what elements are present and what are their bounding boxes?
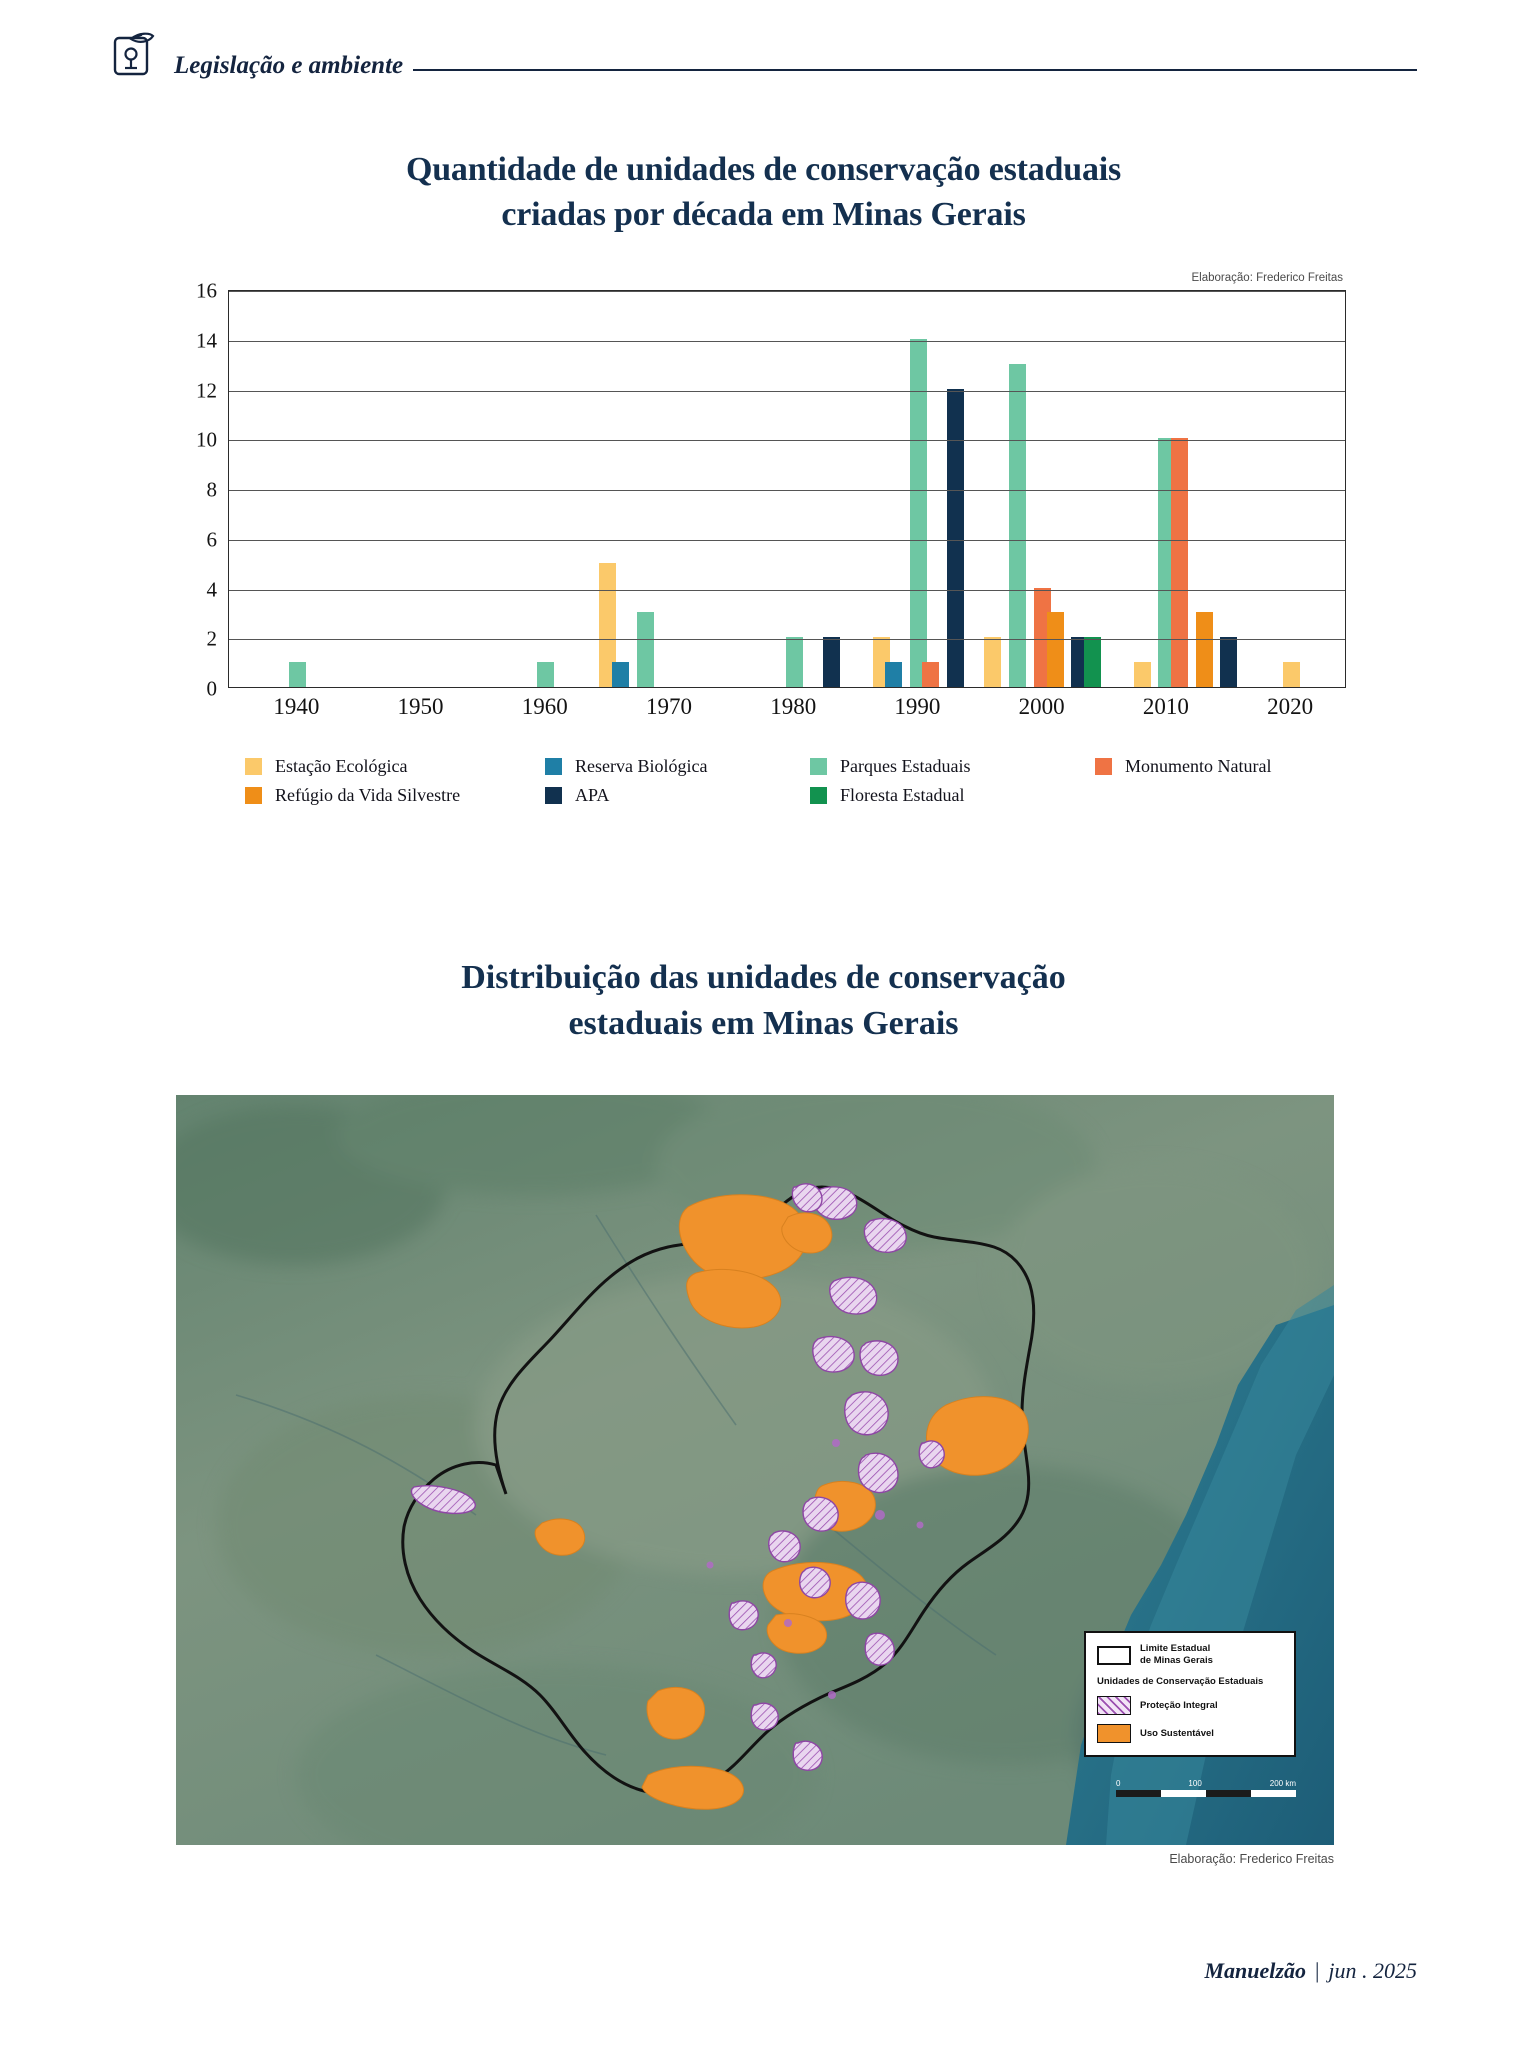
footer-publication: Manuelzão xyxy=(1204,1958,1306,1983)
chart-bar xyxy=(1283,662,1300,687)
chart-gridline xyxy=(229,590,1345,591)
chart-gridline xyxy=(229,391,1345,392)
map-legend-boundary xyxy=(1097,1643,1283,1667)
chart-gridline xyxy=(229,540,1345,541)
map-legend-item-uso-sustentavel xyxy=(1097,1724,1283,1743)
page-title: Legislação e ambiente xyxy=(174,52,404,79)
chart-bar xyxy=(537,662,554,687)
map-scalebar xyxy=(1116,1779,1296,1797)
legend-label: Estação Ecológica xyxy=(275,756,408,776)
chart-gridline xyxy=(229,440,1345,441)
chart-x-tick: 2000 xyxy=(1018,694,1065,719)
legend-swatch xyxy=(810,787,827,804)
chart-y-tick: 8 xyxy=(206,477,217,502)
chart-x-tick: 1990 xyxy=(894,694,941,719)
chart-bar xyxy=(1084,637,1101,687)
chart-legend-item xyxy=(545,785,810,806)
footer-separator: | xyxy=(1314,1958,1320,1983)
chart-y-tick: 4 xyxy=(206,577,217,601)
legend-label: Monumento Natural xyxy=(1125,756,1272,776)
map-title xyxy=(0,955,1527,1046)
map-credit: Elaboração: Frederico Freitas xyxy=(1169,1852,1334,1866)
chart-x-axis xyxy=(228,694,1346,726)
page-footer xyxy=(1204,1958,1417,1984)
legend-swatch xyxy=(545,787,562,804)
chart-y-tick: 16 xyxy=(196,278,217,303)
chart-legend xyxy=(245,752,1355,810)
chart-legend-item xyxy=(810,756,1095,777)
chart-title-line2: criadas por década em Minas Gerais xyxy=(501,195,1026,233)
chart-bar xyxy=(1171,438,1188,687)
chart-legend-item xyxy=(545,756,810,777)
boundary-swatch xyxy=(1097,1646,1131,1665)
map-title-line1: Distribuição das unidades de conservação xyxy=(461,959,1066,996)
chart-y-tick: 12 xyxy=(196,378,217,402)
chart-y-tick: 14 xyxy=(196,328,217,353)
leaf-seal-icon xyxy=(112,30,156,78)
chart-gridline xyxy=(229,291,1345,292)
boundary-label-line1: Limite Estadual xyxy=(1140,1643,1211,1655)
chart-x-tick: 2020 xyxy=(1267,694,1314,719)
chart-legend-item xyxy=(245,756,545,777)
chart-y-tick: 6 xyxy=(206,527,217,552)
chart-bars-layer xyxy=(229,291,1345,687)
chart-x-tick: 1960 xyxy=(521,694,568,719)
chart-bar xyxy=(1134,662,1151,687)
chart-title xyxy=(0,148,1527,238)
chart-x-tick: 2010 xyxy=(1142,694,1189,719)
chart-y-tick: 2 xyxy=(206,626,217,651)
scalebar-mid: 100 xyxy=(1188,1779,1202,1788)
map-figure xyxy=(176,1095,1334,1845)
chart-bar xyxy=(1220,637,1237,687)
chart-x-tick: 1950 xyxy=(397,694,444,719)
legend-swatch xyxy=(245,787,262,804)
bar-chart xyxy=(176,270,1346,719)
chart-legend-item xyxy=(810,785,1095,806)
legend-label: APA xyxy=(575,785,610,805)
map-legend-item-protecao-integral xyxy=(1097,1696,1283,1715)
map-legend xyxy=(1084,1631,1296,1757)
legend-swatch xyxy=(1095,758,1112,775)
chart-gridline xyxy=(229,490,1345,491)
chart-y-tick: 10 xyxy=(196,427,217,452)
chart-bar xyxy=(637,612,654,687)
legend-swatch xyxy=(545,758,562,775)
chart-bar xyxy=(823,637,840,687)
chart-bar xyxy=(885,662,902,687)
header-divider xyxy=(413,69,1417,71)
footer-issue: jun . 2025 xyxy=(1328,1958,1417,1983)
legend-swatch xyxy=(245,758,262,775)
chart-gridline xyxy=(229,341,1345,342)
chart-legend-item xyxy=(1095,756,1355,777)
map-legend-header: Unidades de Conservação Estaduais xyxy=(1097,1676,1264,1687)
map-title-line2: estaduais em Minas Gerais xyxy=(568,1004,959,1042)
chart-x-tick: 1970 xyxy=(645,694,692,719)
chart-bar xyxy=(947,389,964,688)
chart-bar xyxy=(289,662,306,687)
chart-gridline xyxy=(229,639,1345,640)
boundary-label-line2: de Minas Gerais xyxy=(1140,1655,1213,1667)
scalebar-start: 0 xyxy=(1116,1779,1121,1788)
chart-y-tick: 0 xyxy=(206,676,217,701)
legend-label: Parques Estaduais xyxy=(840,756,971,776)
uso-sustentavel-label: Uso Sustentável xyxy=(1140,1727,1214,1739)
protecao-integral-swatch xyxy=(1097,1696,1131,1715)
chart-bar xyxy=(1047,612,1064,687)
chart-bar xyxy=(922,662,939,687)
chart-bar xyxy=(612,662,629,687)
legend-label: Floresta Estadual xyxy=(840,785,965,805)
legend-swatch xyxy=(810,758,827,775)
chart-bar xyxy=(984,637,1001,687)
scalebar-end: 200 km xyxy=(1269,1779,1296,1788)
chart-credit: Elaboração: Frederico Freitas xyxy=(1191,272,1343,284)
chart-legend-item xyxy=(245,785,545,806)
uso-sustentavel-swatch xyxy=(1097,1724,1131,1743)
protecao-integral-label: Proteção Integral xyxy=(1140,1699,1218,1711)
page-header xyxy=(112,30,1417,84)
chart-x-tick: 1980 xyxy=(770,694,817,719)
chart-x-tick: 1940 xyxy=(273,694,320,719)
chart-bar xyxy=(1196,612,1213,687)
legend-label: Reserva Biológica xyxy=(575,756,708,776)
legend-label: Refúgio da Vida Silvestre xyxy=(275,785,461,805)
chart-title-line1: Quantidade de unidades de conservação estaduais xyxy=(405,151,1122,188)
chart-bar xyxy=(786,637,803,687)
